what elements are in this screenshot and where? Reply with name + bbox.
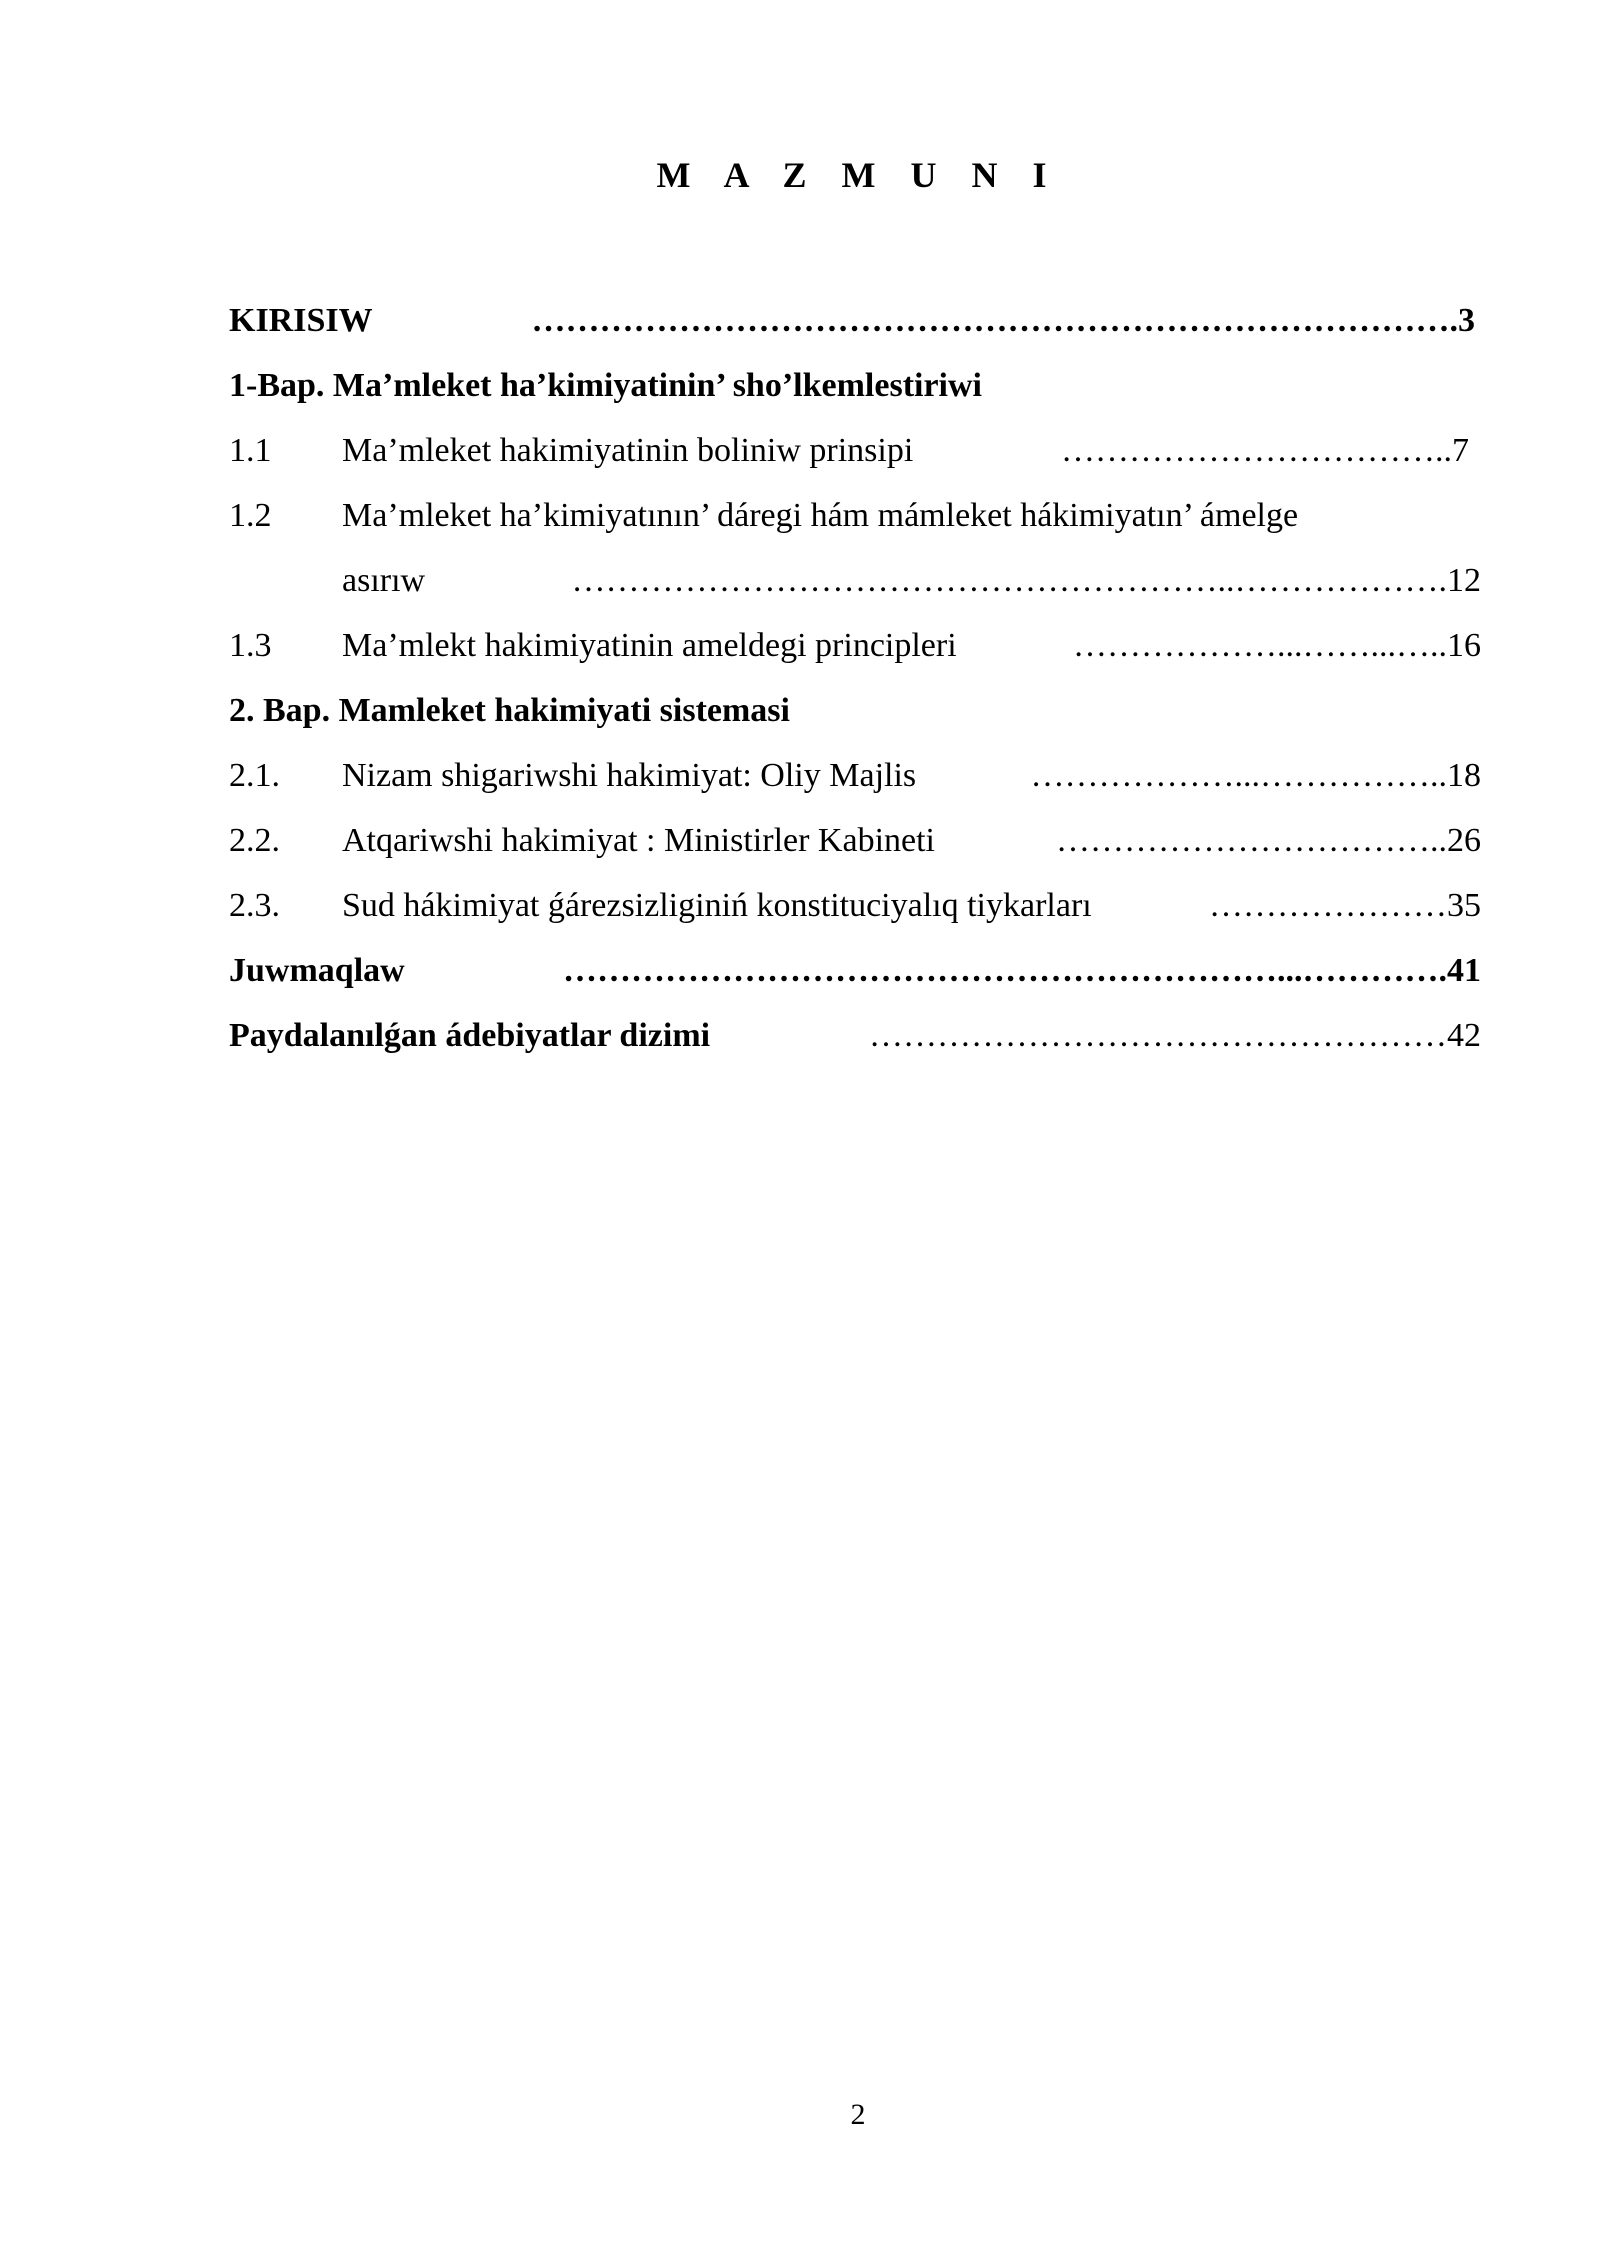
toc-entry-number: 2.1. [229, 757, 280, 794]
page-title: M A Z M U N I [656, 155, 1060, 195]
toc-entry-2-2 [229, 808, 1481, 873]
toc-entry-leader-page: …………………35 [1209, 887, 1481, 924]
toc-entry-title: Sud hákimiyat ǵárezsizliginiń konstituciyalıq tiykarları [342, 887, 1092, 924]
toc-entry-bibliography [229, 1003, 1481, 1068]
toc-entry-title: Ma’mlekt hakimiyatinin ameldegi principleri [342, 627, 957, 664]
toc-entry-leader-page: ……………………………..26 [1056, 822, 1481, 859]
toc-entry-title: Nizam shigariwshi hakimiyat: Oliy Majlis [342, 757, 917, 794]
toc-entry-2-3 [229, 873, 1481, 938]
toc-entry-juwmaqlaw [229, 938, 1481, 1003]
toc-entry-number: 1.3 [229, 627, 272, 664]
toc-entry-number: 1.2 [229, 497, 272, 534]
toc-entry-leader-page: ……………………………………………………………………….3 [531, 302, 1475, 339]
page-number: 2 [850, 2098, 866, 2131]
table-of-contents [229, 288, 1481, 1068]
toc-entry-leader-page: ………………………………………………………...………….41 [563, 952, 1481, 989]
toc-entry-leader-page: ……………………………..7 [1061, 432, 1469, 469]
toc-chapter-2-heading [229, 678, 1481, 743]
toc-chapter-1-heading [229, 353, 1481, 418]
toc-entry-kirisiw [229, 288, 1481, 353]
toc-entry-title: Paydalanılǵan ádebiyatlar dizimi [229, 1017, 711, 1054]
toc-entry-title: 2. Bap. Mamleket hakimiyati sistemasi [229, 692, 790, 729]
toc-entry-1-3 [229, 613, 1481, 678]
toc-entry-title-continued: asırıw [342, 562, 426, 599]
toc-entry-title: KIRISIW [229, 302, 373, 339]
toc-entry-leader-page: …………………………………………………..……………….12 [571, 562, 1481, 599]
toc-entry-number: 2.3. [229, 887, 280, 924]
toc-entry-1-2 [229, 483, 1481, 613]
toc-entry-title: Juwmaqlaw [229, 952, 405, 989]
toc-entry-leader-page: ………………...……...…..16 [1073, 627, 1481, 664]
toc-entry-1-1 [229, 418, 1481, 483]
toc-entry-leader-page: ……………………………………………42 [869, 1017, 1481, 1054]
toc-entry-number: 2.2. [229, 822, 280, 859]
toc-entry-title: Atqariwshi hakimiyat : Ministirler Kabineti [342, 822, 936, 859]
toc-entry-leader-page: ………………...……………..18 [1030, 757, 1481, 794]
toc-entry-title: Ma’mleket ha’kimiyatının’ dáregi hám mámleket hákimiyatın’ ámelge [342, 497, 1299, 534]
toc-entry-number: 1.1 [229, 432, 272, 469]
toc-entry-title: 1-Bap. Ma’mleket ha’kimiyatinin’ sho’lkemlestiriwi [229, 367, 982, 404]
toc-entry-2-1 [229, 743, 1481, 808]
toc-entry-title: Ma’mleket hakimiyatinin boliniw prinsipi [342, 432, 914, 469]
